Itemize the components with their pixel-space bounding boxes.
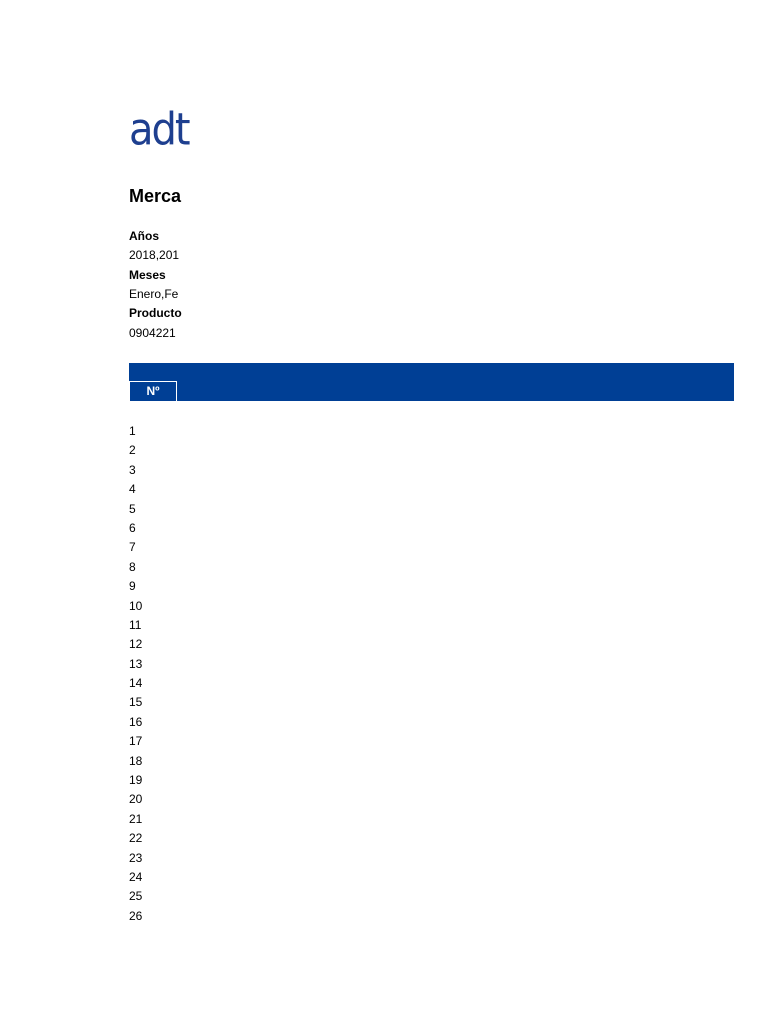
table-row-number: 20	[129, 792, 143, 807]
table-row-number: 26	[129, 908, 143, 923]
table-row-number: 11	[129, 617, 142, 632]
table-row-number: 14	[129, 676, 143, 691]
table-row-number: 2	[129, 443, 136, 458]
table-row-number: 6	[129, 520, 136, 535]
table-row-number: 12	[129, 637, 143, 652]
table-row-number: 13	[129, 656, 143, 671]
table-row-number: 16	[129, 714, 143, 729]
table-row-number: 22	[129, 831, 143, 846]
table-row-number: 4	[129, 482, 136, 497]
table-row-number: 10	[129, 598, 143, 613]
table-row-number: 24	[129, 869, 143, 884]
products-label: Producto	[129, 306, 182, 320]
months-label: Meses	[129, 268, 166, 282]
table-row-number: 19	[129, 773, 143, 788]
table-row-number: 15	[129, 695, 143, 710]
months-value: Enero,Fe	[129, 287, 179, 301]
brand-logo	[129, 104, 189, 156]
table-row-number: 9	[129, 579, 136, 594]
table-row-number: 3	[129, 462, 136, 477]
logo-text: adt	[129, 104, 189, 156]
years-label: Años	[129, 229, 159, 243]
row-number-list	[129, 422, 177, 926]
table-header-band	[129, 363, 734, 401]
table-row-number: 8	[129, 559, 136, 574]
years-value: 2018,201	[129, 248, 180, 262]
products-value: 0904221	[129, 326, 176, 340]
column-header-number: Nº	[129, 381, 177, 402]
table-row-number: 21	[129, 811, 143, 826]
table-row-number: 1	[129, 424, 136, 438]
table-row-number: 23	[129, 850, 143, 865]
table-row-number: 17	[129, 734, 143, 749]
table-row-number: 25	[129, 889, 143, 904]
report-title: Merca	[129, 186, 182, 206]
table-row-number: 5	[129, 501, 136, 516]
table-row-number: 7	[129, 540, 136, 555]
table-row-number: 18	[129, 753, 143, 768]
